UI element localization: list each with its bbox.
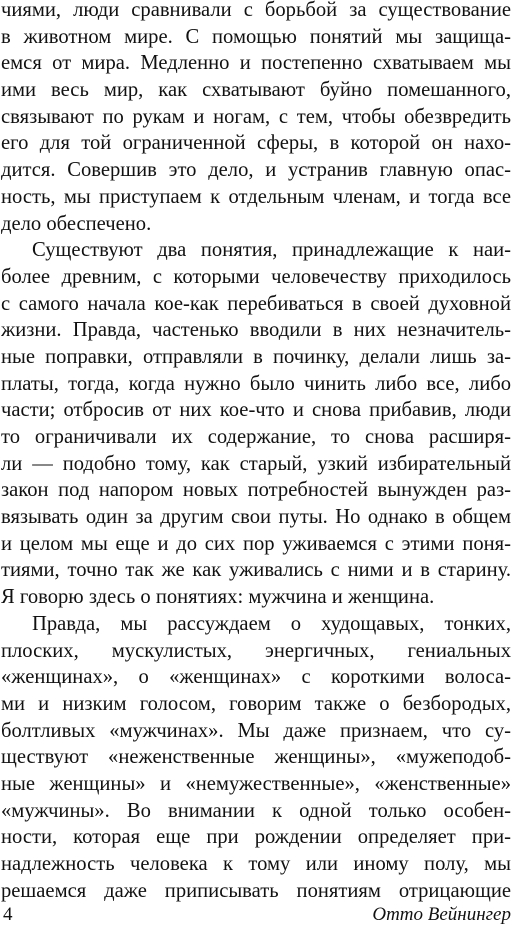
- text-line: «мужчины». Во внимании к одной только особен-: [1, 799, 511, 822]
- text-line: жизни. Правда, частенько вводили в них незначитель-: [1, 319, 511, 342]
- text-line: ли — подобно тому, как старый, узкий избирательный: [1, 452, 511, 475]
- text-line: вязывать один за другим свои путы. Но однако в общем: [1, 506, 511, 529]
- text-line: тиями, точно так же как уживались с ними и в старину.: [1, 559, 511, 582]
- page-footer: [3, 903, 511, 927]
- text-line: плоских, мускулистых, энергичных, гениальных: [1, 639, 511, 662]
- paragraph-3: [1, 611, 511, 905]
- text-line: в животном мире. С помощью понятий мы защища-: [1, 25, 511, 48]
- text-line: решаемся даже приписывать понятиям отрицающие: [1, 879, 511, 902]
- text-line: Правда, мы рассуждаем о худощавых, тонких,: [32, 612, 511, 635]
- paragraph-2: [1, 237, 511, 611]
- text-line: ные женщины» и «немужественные», «женственные»: [1, 772, 511, 795]
- text-line: ности, которая еще при рождении определяет при-: [1, 826, 511, 849]
- page-number: 4: [3, 904, 13, 925]
- text-line: Существуют два понятия, принадлежащие к наи-: [32, 239, 511, 262]
- paragraph-1: [1, 0, 511, 237]
- text-line: более древним, с которыми человечеству приходилось: [1, 265, 511, 288]
- body-text: [1, 0, 511, 904]
- text-line: ность, мы приступаем к отдельным членам, и тогда все: [1, 185, 511, 208]
- text-line: его для той ограниченной сферы, в которой он нахо-: [1, 132, 511, 155]
- text-line: ществуют «неженственные женщины», «мужеподоб-: [1, 746, 511, 769]
- text-line: с самого начала кое-как перебиваться в своей духовной: [1, 292, 511, 315]
- text-line: и целом мы еще и до сих пор уживаемся с этими поня-: [1, 532, 511, 555]
- text-line: болтливых «мужчинах». Мы даже признаем, что су-: [1, 719, 511, 742]
- text-line: платы, тогда, когда нужно было чинить либо все, либо: [1, 372, 511, 395]
- text-line: ми и низким голосом, говорим также о безбородых,: [1, 692, 511, 715]
- text-line: ими весь мир, как схватывают буйно помешанного,: [1, 79, 511, 102]
- text-line: «женщинах», о «женщинах» с короткими волоса-: [1, 666, 511, 689]
- text-line: то ограничивали их содержание, то снова расширя-: [1, 426, 511, 448]
- text-line: надлежность человека к тому или иному полу, мы: [1, 853, 511, 875]
- running-title: Отто Вейнингер: [372, 904, 511, 925]
- text-line: ные поправки, отправляли в починку, делали лишь за-: [1, 345, 511, 368]
- text-line: дится. Совершив это дело, и устранив главную опас-: [1, 159, 511, 182]
- text-line: связывают по рукам и ногам, с тем, чтобы обезвредить: [1, 105, 511, 128]
- text-line: закон под напором новых потребностей вынужден раз-: [1, 479, 511, 502]
- text-line: емся от мира. Медленно и постепенно схватываем мы: [1, 52, 511, 75]
- text-line: Я говорю здесь о понятиях: мужчина и женщина.: [1, 586, 435, 609]
- text-line: дело обеспечено.: [1, 212, 152, 235]
- text-line: чиями, люди сравнивали с борьбой за существование: [1, 0, 511, 21]
- text-line: части; отбросив от них кое-что и снова прибавив, люди: [1, 399, 511, 422]
